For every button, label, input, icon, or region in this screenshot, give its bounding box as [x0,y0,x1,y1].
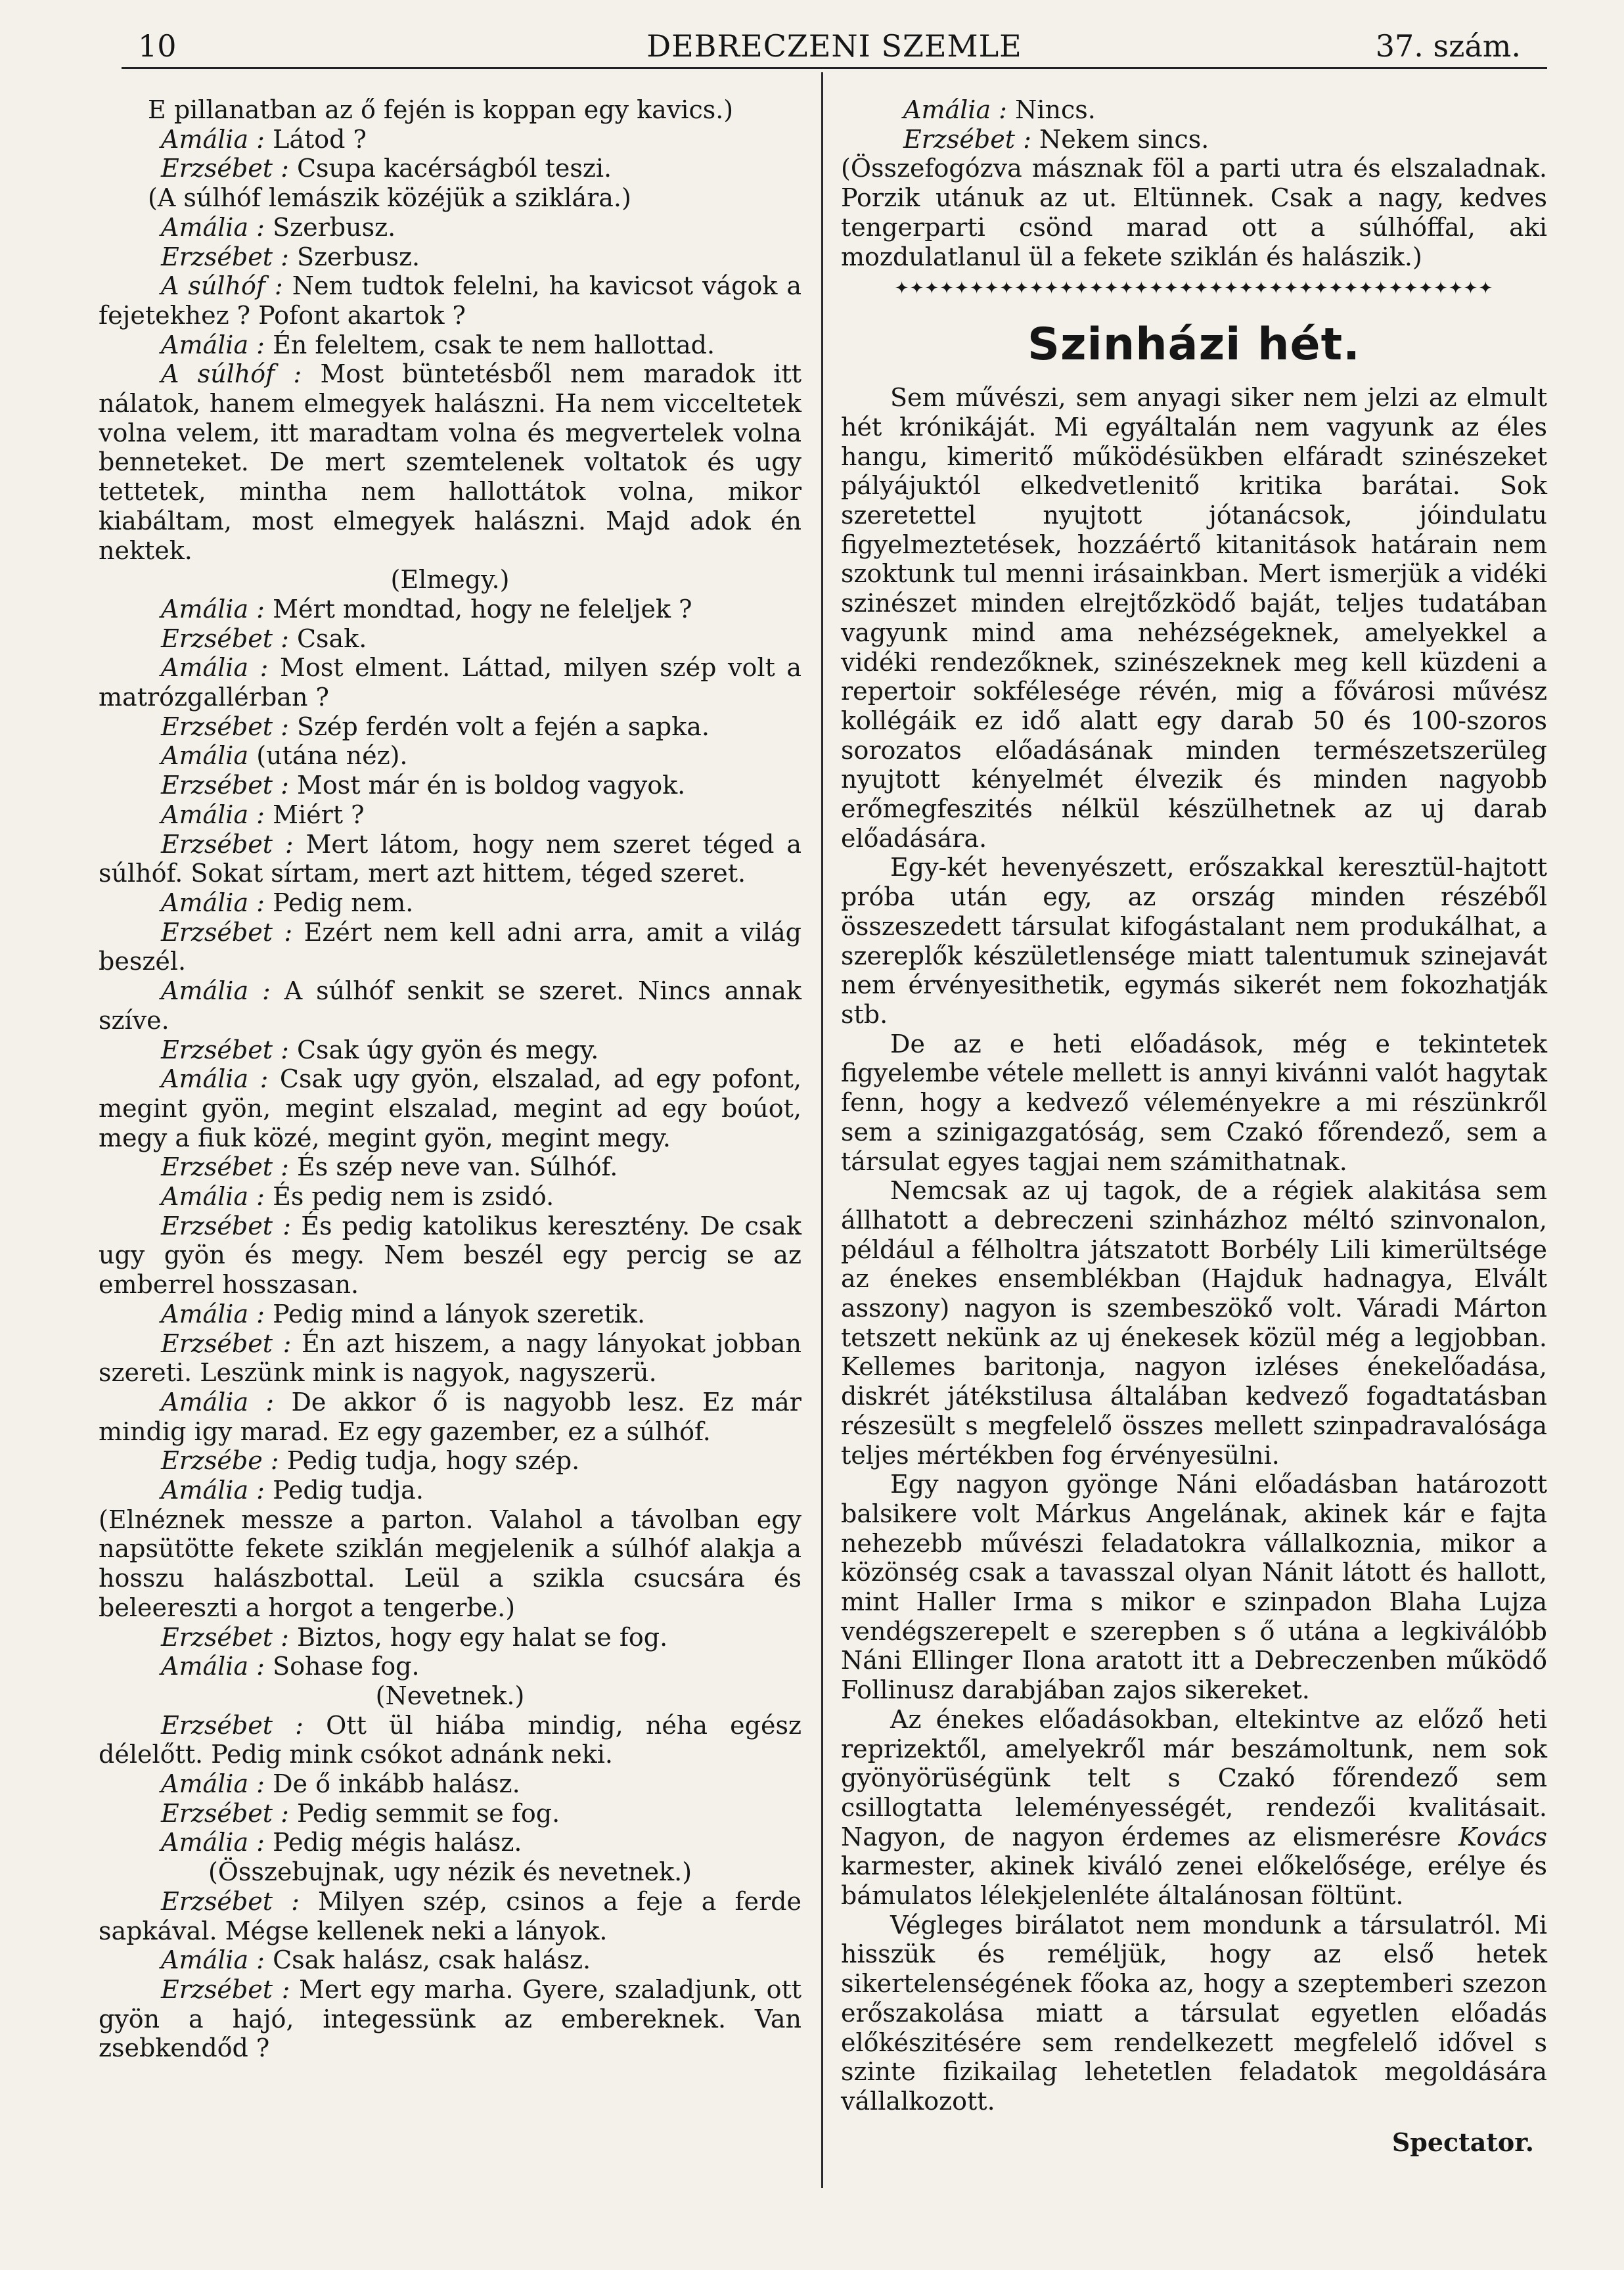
line-text: Ott ül hiába mindig, néha egész délelőtt. Pedig mink csókot adnánk neki. [99,1710,801,1769]
line-text: És szép neve van. Súlhóf. [296,1152,618,1182]
dialogue-line [99,125,801,154]
speaker: Erzsébet : [161,917,293,947]
line-text: Csak ugy gyön, elszalad, ad egy pofont, megint gyön, megint elszalad, megint ad egy boúot, megy a fiuk közé, megint gyön, megint megy. [99,1064,801,1152]
dialogue-line [99,1476,801,1505]
speaker: Amália : [161,1387,275,1417]
dialogue-line [99,976,801,1035]
paragraph-text: karmester, akinek kiváló zenei előkelősége, erélye és bámulatos lélekjelenléte általánosan föltünt. [841,1851,1547,1911]
stage-direction: (Összebujnak, ugy nézik és nevetnek.) [208,1857,692,1887]
line-text: Most már én is boldog vagyok. [296,771,686,800]
speaker: Erzsébet : [161,624,289,653]
article-paragraph: Egy nagyon gyönge Náni előadásban határozott balsikere volt Márkus Angelának, akinek kár e fajta nehezebb művészi feladatokra vállalkoznia, mikor a közönség csak a tavasszal olyan Nánit látott és hallott, mint Haller Irma s mikor e szinpadon Blaha Lujza vendégszerepelt e szerepben s ő utána a legkiválóbb Náni Ellinger Ilona aratott itt a Debreczenben működő Follinusz darabjában zajos sikereket. [841,1470,1547,1705]
dialogue-line [99,1182,801,1212]
emphasized-name: Kovács [1458,1822,1547,1851]
dialogue-line [99,741,801,771]
line-text: Mert egy marha. Gyere, szaladjunk, ott gyön a hajó, integessünk az embereknek. Van zsebkendőd ? [99,1975,801,2063]
speaker: Amália : [161,1476,265,1505]
line-text: Biztos, hogy egy halat se fog. [296,1622,668,1652]
dialogue-line [99,1035,801,1065]
ornament-rule: ✦✦✦✦✦✦✦✦✦✦✦✦✦✦✦✦✦✦✦✦✦✦✦✦✦✦✦✦✦✦✦✦✦✦✦✦✦✦✦✦ [894,279,1494,299]
dialogue-line [99,1212,801,1300]
speaker: Erzsébet : [161,712,289,741]
stage-direction: (Elnéznek messze a parton. Valahol a távolban egy napsütötte fekete sziklán megjelenik a súlhóf alakja a hosszu halászbottal. Leül a szikla csucsára és beleereszti a horgot a tengerbe.) [99,1505,801,1622]
line-text: Csak úgy gyön és megy. [296,1035,599,1064]
dialogue-line [99,830,801,888]
stage-direction: (Összefogózva másznak föl a parti utra és elszaladnak. Porzik utánuk az ut. Eltünnek. Csak a nagy, kedves tengerparti csönd marad ott a súlhóffal, aki mozdulatlanul ül a fekete sziklán és halászik.) [841,154,1547,271]
dialogue-line [99,1329,801,1388]
speaker: Amália : [161,1299,265,1328]
speaker: Amália : [161,1945,265,1975]
speaker: A súlhóf : [161,359,302,389]
line-text: Pedig semmit se fog. [296,1798,560,1828]
dialogue-line [99,712,801,742]
article-paragraph [841,1705,1547,1911]
line-text: Mert látom, hogy nem szeret téged a súlhóf. Sokat sírtam, mert azt hittem, téged szeret. [99,829,801,888]
page-header [122,25,1547,69]
line-text: Szerbusz. [296,242,420,271]
line-text: Pedig mind a lányok szeretik. [273,1299,646,1328]
line-text: Ezért nem kell adni arra, amit a világ beszél. [99,917,801,976]
speaker: Erzsébet : [161,1710,304,1740]
article-paragraph: Sem művészi, sem anyagi siker nem jelzi az elmult hét krónikáját. Mi egyáltalán nem vagyunk az éles hangu, kimeritő működésükben elfáradt szinészeket pályájuktól elkedvetlenitő kritika barátai. Sok szeretettel nyujtott jótanácsok, jóindulatu figyelmeztetések, hozzáértő kitanitások határain nem szoktunk tul menni irásainkban. Mert ismerjük a vidéki szinészet minden elrejtőzködő baját, teljes tudatában vagyunk mind ama nehézségeknek, amelyekkel a vidéki rendezőknek, szinészeknek meg kell küzdeni a repertoir sokfélesége révén, mig a fővárosi művész kollégáik ez idő alatt egy darab 50 és 100-szoros sorozatos előadásának minden természetszerüleg nyujtott kényelmét élvezik és minden nagyobb erőmegfeszités nélkül készülhetnek az uj darab előadására. [841,383,1547,853]
line-text: Milyen szép, csinos a feje a ferde sapkával. Mégse kellenek neki a lányok. [99,1886,801,1945]
line-text: Nekem sincs. [1039,124,1209,154]
dialogue-line [99,1799,801,1828]
dialogue-line [99,1769,801,1799]
line-text: De akkor ő is nagyobb lesz. Ez már mindig igy marad. Ez egy gazember, ez a súlhóf. [99,1387,801,1446]
dialogue-line [99,653,801,712]
dialogue-line [99,595,801,624]
speaker: A súlhóf : [161,271,283,301]
page-number: 10 [138,28,177,64]
line-text: Nincs. [1015,95,1096,124]
line-text: Miért ? [273,800,365,829]
column-divider [821,72,823,2188]
line-text: Pedig mégis halász. [273,1828,522,1857]
speaker: Amália : [161,594,265,624]
line-text: A súlhóf senkit se szeret. Nincs annak szíve. [99,976,801,1035]
speaker: Erzsébet : [161,1211,291,1240]
line-text: És pedig katolikus keresztény. De csak ugy gyön és megy. Nem beszél egy percig se az emberrel hosszasan. [99,1211,801,1300]
speaker: Erzsébet : [161,829,294,859]
dialogue-line [99,1064,801,1152]
dialogue-line [99,624,801,654]
speaker: Erzsébet : [161,1622,289,1652]
publication-title: DEBRECZENI SZEMLE [646,28,1022,64]
dialogue-line [841,95,1547,125]
line-text: Pedig nem. [273,888,414,917]
dialogue-line [99,1388,801,1446]
speaker: Erzsébet : [161,771,289,800]
speaker: Erzsébet : [161,1975,290,2004]
stage-direction: (Elmegy.) [390,565,510,595]
line-text: Szép ferdén volt a fején a sapka. [296,712,710,741]
speaker: Erzsébet : [161,1035,289,1064]
speaker: Amália : [161,330,265,359]
line-text: Most elment. Láttad, milyen szép volt a matrózgallérban ? [99,653,801,712]
stage-direction: E pillanatban az ő fején is koppan egy kavics.) [148,95,734,124]
dialogue-line [99,1152,801,1182]
line-text: Csak. [296,624,367,653]
line-text: Látod ? [273,124,367,154]
section-title: Szinházi hét. [1027,319,1361,371]
speaker: Amália : [161,124,265,154]
dialogue-line [99,359,801,565]
speaker: Erzsébet : [161,1798,289,1828]
signature: Spectator. [1391,2127,1534,2157]
speaker: Erzsébet : [161,1152,289,1182]
article-paragraph: Nemcsak az uj tagok, de a régiek alakitása sem állhatott a debreczeni szinházhoz méltó szinvonalon, például a félholtra játszatott Borbély Lili kimerültsége az énekes ensemblékban (Hajduk hadnagya, Elvált asszony) nagyon is szembeszökő volt. Váradi Márton tetszett nekünk az uj énekesek közül még a legjobban. Kellemes baritonja, nagyon izléses énekelőadása, diskrét játékstilusa általában kedvező fogadtatásban részesült s megfelelő összes mellett szinpadravalósága teljes mértékben fog érvényesülni. [841,1176,1547,1470]
dialogue-line [99,271,801,330]
speaker: Erzsébet : [161,242,289,271]
line-text: Sohase fog. [273,1652,420,1681]
dialogue-line [99,888,801,918]
left-column [99,95,801,2063]
line-text: Most büntetésből nem maradok itt nálatok, hanem elmegyek halászni. Ha nem vicceltetek volna velem, itt maradtam volna és megvertelek volna benneteket. De mert szemtelenek voltatok és ugy tettetek, mintha nem hallottátok volna, mikor kiabáltam, most elmegyek halászni. Majd adok én nektek. [99,359,801,565]
dialogue-line [99,1652,801,1681]
speaker: Amália : [161,800,265,829]
speaker: Amália : [161,888,265,917]
line-text: Mért mondtad, hogy ne feleljek ? [273,594,692,624]
speaker: Amália [161,741,249,771]
speaker: Erzsébe : [161,1446,279,1476]
dialogue-line [99,1975,801,2063]
speaker: Amália : [161,212,265,242]
line-text: Pedig tudja, hogy szép. [286,1446,580,1476]
speaker: Erzsébet : [161,154,289,183]
line-text: Csupa kacérságból teszi. [296,154,612,183]
line-text: Pedig tudja. [273,1476,424,1505]
dialogue-line [99,800,801,830]
article-paragraph: Végleges birálatot nem mondunk a társulatról. Mi hisszük és reméljük, hogy az első hetek sikertelenségének főoka az, hogy a szeptemberi szezon erőszakolása miatt a társulat egyetlen előadás előkészitésére sem rendelkezett megfelelő idővel s szinte fizikailag lehetetlen feladatok megoldására vállalkozott. [841,1910,1547,2116]
dialogue-line [99,242,801,272]
stage-direction: (Nevetnek.) [375,1681,525,1710]
line-text: Csak halász, csak halász. [273,1945,591,1975]
speaker: Amália : [161,653,269,683]
dialogue-line [99,330,801,360]
speaker: Amália : [903,95,1007,124]
issue-number: 37. szám. [1375,28,1521,64]
line-text: Én feleltem, csak te nem hallottad. [273,330,715,359]
speaker: Amália : [161,1769,265,1799]
dialogue-line [99,1828,801,1857]
speaker: Erzsébet : [161,1328,292,1358]
line-text: Én azt hiszem, a nagy lányokat jobban szereti. Leszünk mink is nagyok, nagyszerü. [99,1328,801,1388]
speaker: Amália : [161,1064,269,1094]
dialogue-line [99,1945,801,1975]
speaker: Amália : [161,1652,265,1681]
line-text: De ő inkább halász. [273,1769,520,1799]
dialogue-line [99,213,801,242]
article-paragraph: De az e heti előadások, még e tekintetek figyelembe vétele mellett is annyi kivánni valót hagytak fenn, hogy a kedvező véleményekre a mi részünkről sem a szinigazgatóság, sem Czakó főrendező, sem a társulat egyes tagjai nem számithatnak. [841,1029,1547,1176]
dialogue-line [99,918,801,976]
speaker: Amália : [161,1828,265,1857]
line-text: (utána néz). [256,741,408,771]
paragraph-text: Az énekes előadásokban, eltekintve az előző heti reprizektől, amelyekről már beszámoltunk, nem sok gyönyörüségünk telt s Czakó főrendező sem csillogtatta leleményességét, rendezői kvalitásait. Nagyon, de nagyon érdemes az elismerésre [841,1704,1547,1851]
speaker: Erzsébet : [161,1886,300,1916]
line-text: Szerbusz. [273,212,396,242]
dialogue-line [99,154,801,183]
stage-direction: (A súlhóf lemászik közéjük a sziklára.) [148,183,631,213]
line-text: Nem tudtok felelni, ha kavicsot vágok a fejetekhez ? Pofont akartok ? [99,271,801,330]
dialogue-line [841,125,1547,154]
speaker: Erzsébet : [903,124,1031,154]
dialogue-line [99,1887,801,1945]
dialogue-line [99,1446,801,1476]
dialogue-line [99,1623,801,1652]
right-column [841,95,1547,2157]
speaker: Amália : [161,1182,265,1212]
dialogue-line [99,1300,801,1329]
dialogue-line [99,771,801,800]
dialogue-line [99,1711,801,1769]
line-text: És pedig nem is zsidó. [273,1182,554,1212]
article-paragraph: Egy-két hevenyészett, erőszakkal keresztül-hajtott próba után egy, az ország minden részéből összeszedett társulat kifogástalant nem produkálhat, a szereplők készületlensége miatt talentumuk szinejavát nem érvényesithetik, egymás sikerét nem fokozhatják stb. [841,853,1547,1029]
speaker: Amália : [161,976,271,1006]
